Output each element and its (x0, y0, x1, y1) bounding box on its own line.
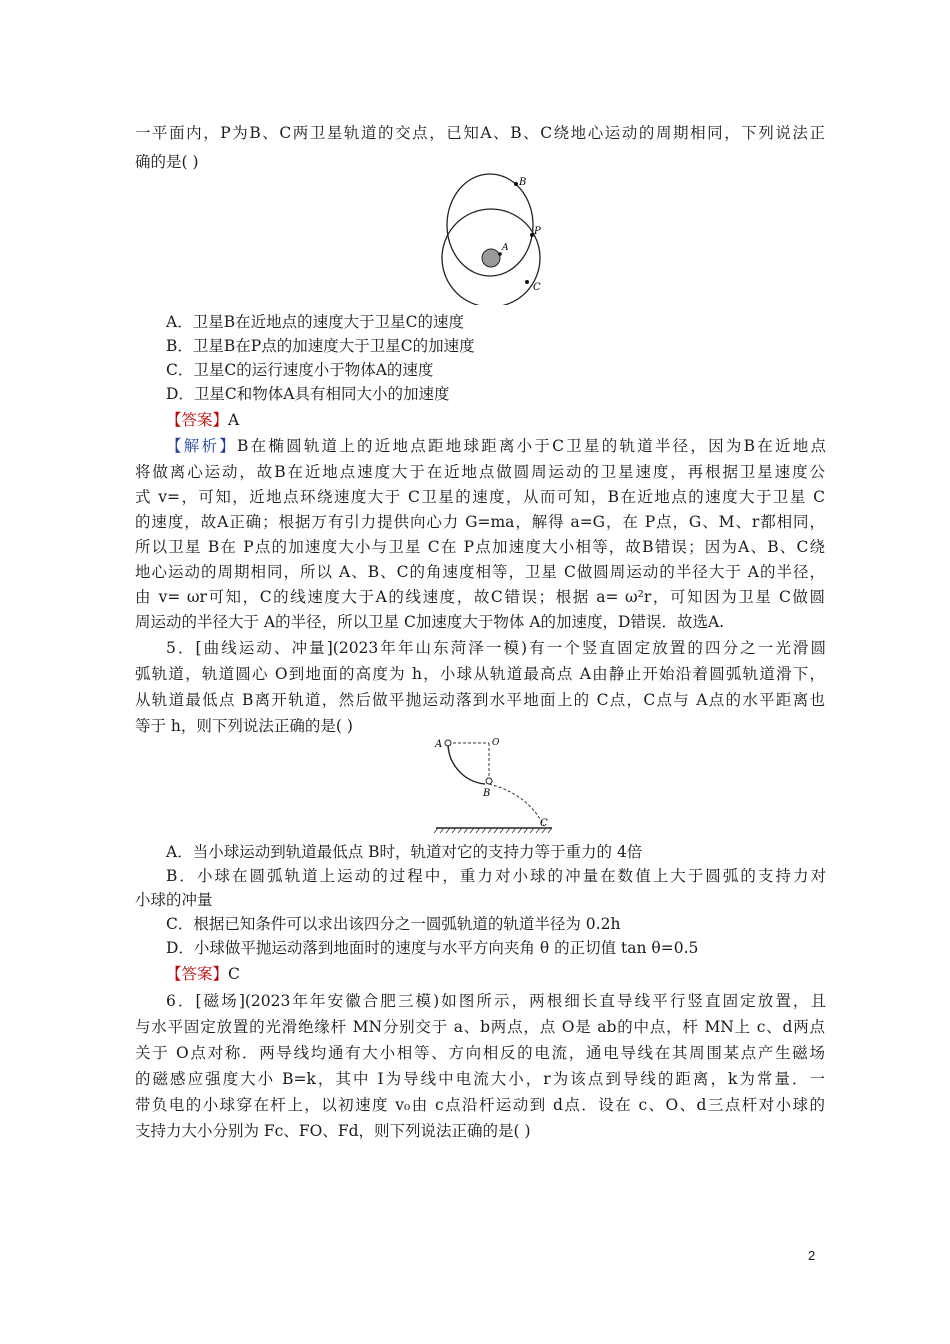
q5-stem-line-4: 等于 h，则下列说法正确的是( ) (135, 717, 353, 735)
q4-analysis-first: B在椭圆轨道上的近地点距地球距离小于C卫星的轨道半径，因为B在近地点 (236, 437, 826, 455)
q4-analysis-line-1 (166, 434, 826, 458)
q4-analysis-line-2: 将做离心运动，故B在近地点速度大于在近地点做圆周运动的卫星速度，再根据卫星速度公 (135, 463, 825, 481)
q5-option-b-line-1: B．小球在圆弧轨道上运动的过程中，重力对小球的冲量在数值上大于圆弧的支持力对 (166, 867, 826, 885)
q4-option-d: D．卫星C和物体A具有相同大小的加速度 (166, 385, 450, 403)
q4-analysis-line-4: 的速度，故A正确；根据万有引力提供向心力 G=ma，解得 a=G，在 P点，G、M、r都相同， (135, 513, 825, 531)
label-o: O (492, 738, 500, 748)
ball-at-a (445, 740, 451, 746)
q5-answer-value: C (228, 965, 240, 983)
q4-analysis-line-3: 式 v=，可知，近地点环绕速度大于 C卫星的速度，从而可知，B在近地点的速度大于卫星 C (135, 488, 825, 506)
label-b: B (483, 788, 491, 799)
point-b-dot (514, 182, 518, 186)
q5-answer-tag: 【答案】 (166, 965, 229, 983)
label-c: C (540, 818, 548, 829)
point-c-dot (525, 280, 529, 284)
q6-stem-line-2: 与水平固定放置的光滑绝缘杆 MN分别交于 a、b两点，点 O是 ab的中点，杆 MN上 c、d两点 (135, 1018, 825, 1036)
ground-hatch (434, 828, 552, 833)
q4-option-a: A．卫星B在近地点的速度大于卫星C的速度 (166, 313, 464, 331)
q4-analysis-line-5: 所以卫星 B在 P点的加速度大小与卫星 C在 P点加速度大小相等，故B错误；因为A、B、C绕 (135, 538, 825, 556)
earth-circle (482, 249, 500, 267)
q4-answer-tag: 【答案】 (166, 411, 229, 429)
track-diagram (428, 734, 558, 838)
label-b: B (519, 177, 527, 188)
q5-option-b-line-2: 小球的冲量 (135, 891, 213, 909)
q4-analysis-line-8: 周运动的半径大于 A的半径，所以卫星 C加速度大于物体 A的加速度，D错误．故选A. (135, 613, 725, 631)
q4-answer-value: A (228, 411, 240, 429)
projectile-path (489, 784, 544, 826)
orbit-diagram (430, 170, 560, 305)
q6-stem-line-5: 带负电的小球穿在杆上，以初速度 v₀由 c点沿杆运动到 d点．设在 c、O、d三点杆对小球的 (135, 1096, 825, 1114)
q4-option-c: C．卫星C的运行速度小于物体A的速度 (166, 361, 434, 379)
q6-stem-line-4: 的磁感应强度大小 B=k，其中 I为导线中电流大小，r为该点到导线的距离，k为常量．一 (135, 1070, 825, 1088)
label-a: A (502, 243, 509, 253)
page-number: 2 (808, 1248, 816, 1263)
q4-analysis-tag: 【解析】 (166, 437, 237, 455)
q5-option-d: D．小球做平抛运动落到地面时的速度与水平方向夹角 θ 的正切值 tan θ=0.5 (166, 939, 699, 957)
q4-stem-line-1: 一平面内，P为B、C两卫星轨道的交点，已知A、B、C绕地心运动的周期相同，下列说法正 (135, 124, 825, 142)
ball-at-b (486, 778, 492, 784)
q4-answer-line (166, 408, 826, 432)
q6-stem-line-1: 6．[磁场](2023年年安徽合肥三模)如图所示，两根细长直导线平行竖直固定放置，且 (166, 992, 826, 1010)
quarter-arc (448, 743, 485, 784)
q6-stem-line-3: 关于 O点对称．两导线均通有大小相等、方向相反的电流，通电导线在其周围某点产生磁场 (135, 1044, 825, 1062)
q5-stem-line-3: 从轨道最低点 B离开轨道，然后做平抛运动落到水平地面上的 C点，C点与 A点的水平距离也 (135, 691, 825, 709)
label-c: C (533, 282, 541, 293)
q4-analysis-line-7: 由 v= ωr可知，C的线速度大于A的线速度，故C错误；根据 a= ω²r，可知因为卫星 C做圆 (135, 588, 825, 606)
q6-stem-line-6: 支持力大小分别为 Fc、FO、Fd，则下列说法正确的是( ) (135, 1122, 531, 1140)
q5-stem-line-2: 弧轨道，轨道圆心 O到地面的高度为 h，小球从轨道最高点 A由静止开始沿着圆弧轨道滑下， (135, 665, 825, 683)
q5-option-c: C．根据已知条件可以求出该四分之一圆弧轨道的轨道半径为 0.2h (166, 915, 621, 933)
q4-option-b: B．卫星B在P点的加速度大于卫星C的加速度 (166, 337, 475, 355)
q4-analysis-line-6: 地心运动的周期相同，所以 A、B、C的角速度相等，卫星 C做圆周运动的半径大于 A的半径， (135, 563, 825, 581)
label-a: A (435, 739, 443, 750)
label-p: P (534, 226, 541, 237)
q5-answer-line (166, 962, 826, 986)
q4-stem-line-2: 确的是( ) (135, 153, 199, 171)
q5-option-a: A．当小球运动到轨道最低点 B时，轨道对它的支持力等于重力的 4倍 (166, 843, 643, 861)
q5-stem-line-1: 5．[曲线运动、冲量](2023年年山东菏泽一模)有一个竖直固定放置的四分之一光滑圆 (166, 639, 826, 657)
